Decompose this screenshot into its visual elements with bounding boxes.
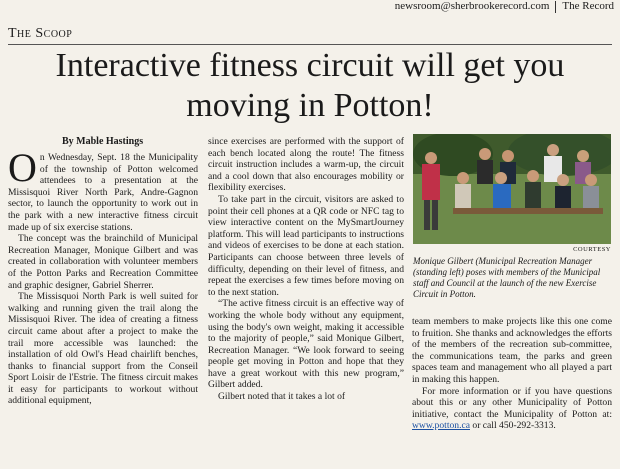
- photo-credit: COURTESY: [573, 246, 611, 253]
- group-photo-illustration: [413, 134, 611, 244]
- article-paragraph: To take part in the circuit, visitors are asked to point their cell phones at a QR code or NFC tag to view interactive content on the MySmartJourney platform. This will lead participants to instructions and videos of exercises to be done at each station. Participants can choose between three levels of difficulty, depending on their level of fitness, and repeat the exercises a few times before moving on to the next station.: [208, 193, 404, 298]
- section-rule: [8, 44, 612, 45]
- article-paragraph: Gilbert noted that it takes a lot of: [218, 391, 346, 403]
- section-label: The Scoop: [8, 26, 73, 41]
- headline: Interactive fitness circuit will get you moving in Potton!: [55, 47, 565, 124]
- masthead: [395, 0, 614, 13]
- byline: By Mable Hastings: [62, 136, 144, 147]
- masthead-paper-name: The Record: [562, 0, 614, 12]
- article-paragraph: On Wednesday, Sept. 18 the Municipality of the township of Potton welcomed attendees to a presentation at the Missisquoi River North Park, Andre-Gagnon sector, to launch the opportunity to work out in the park with a new interactive fitness circuit made up of six exercise stations.: [8, 145, 198, 233]
- photo-caption: Monique Gilbert (Municipal Recreation Manager (standing left) poses with members of the Municipal staff and Council at the launch of the new Exercise Circuit in Potton.: [413, 256, 601, 299]
- article-paragraph: team members to make projects like this one come to fruition. She thanks and acknowledges the efforts of the members of the recreation sub-committee, the communications team, the parks and green spaces team and management who all played a part in making this happen.: [412, 316, 612, 385]
- article-paragraph: The concept was the brainchild of Municipal Recreation Manager, Monique Gilbert and was created in collaboration with volunteer members of the Potton Parks and Recreation Committee and graphic designer, Gabriel Sherrer.: [8, 233, 198, 291]
- article-paragraph: “The active fitness circuit is an effective way of working the whole body without any equipment, using the body's own weight, making it accessible to the majority of people,” said Monique Gilbert, Recreation Manager. “We look forward to seeing people get moving in Potton and hope that they have a great workout with this new program,” Gilbert added.: [208, 298, 404, 391]
- article-paragraph: since exercises are performed with the support of each bench located along the route! The fitness circuit instruction includes a warm-up, the circuit and a cool down that also encourages mobility or flexibility exercises.: [208, 136, 404, 194]
- article-column-2: [208, 136, 404, 403]
- website-link[interactable]: www.potton.ca: [412, 420, 470, 432]
- drop-cap: O: [8, 145, 37, 190]
- masthead-divider: [555, 1, 556, 13]
- group-photo: [413, 134, 611, 244]
- article-paragraph: The Missisquoi North Park is well suited for walking and running given the trail along the Missisquoi River. The idea of creating a fitness circuit came about after a project to make the trail more accessible was launched: the installation of old Owl's Head chairlift benches, thanks to financial support from the Conseil Sport Loisir de l'Estrie. The fitness circuit makes it easy for participants to workout without additional equipment,: [8, 291, 198, 407]
- article-column-3: [412, 316, 612, 432]
- article-paragraph: For more information or if you have questions about this or any other Municipality of Potton initiative, contact the Municipality of Potton at: www.potton.ca or call 450-292-3313.: [412, 385, 612, 432]
- article-column-1: [8, 145, 198, 407]
- masthead-email[interactable]: newsroom@sherbrookerecord.com: [394, 0, 550, 12]
